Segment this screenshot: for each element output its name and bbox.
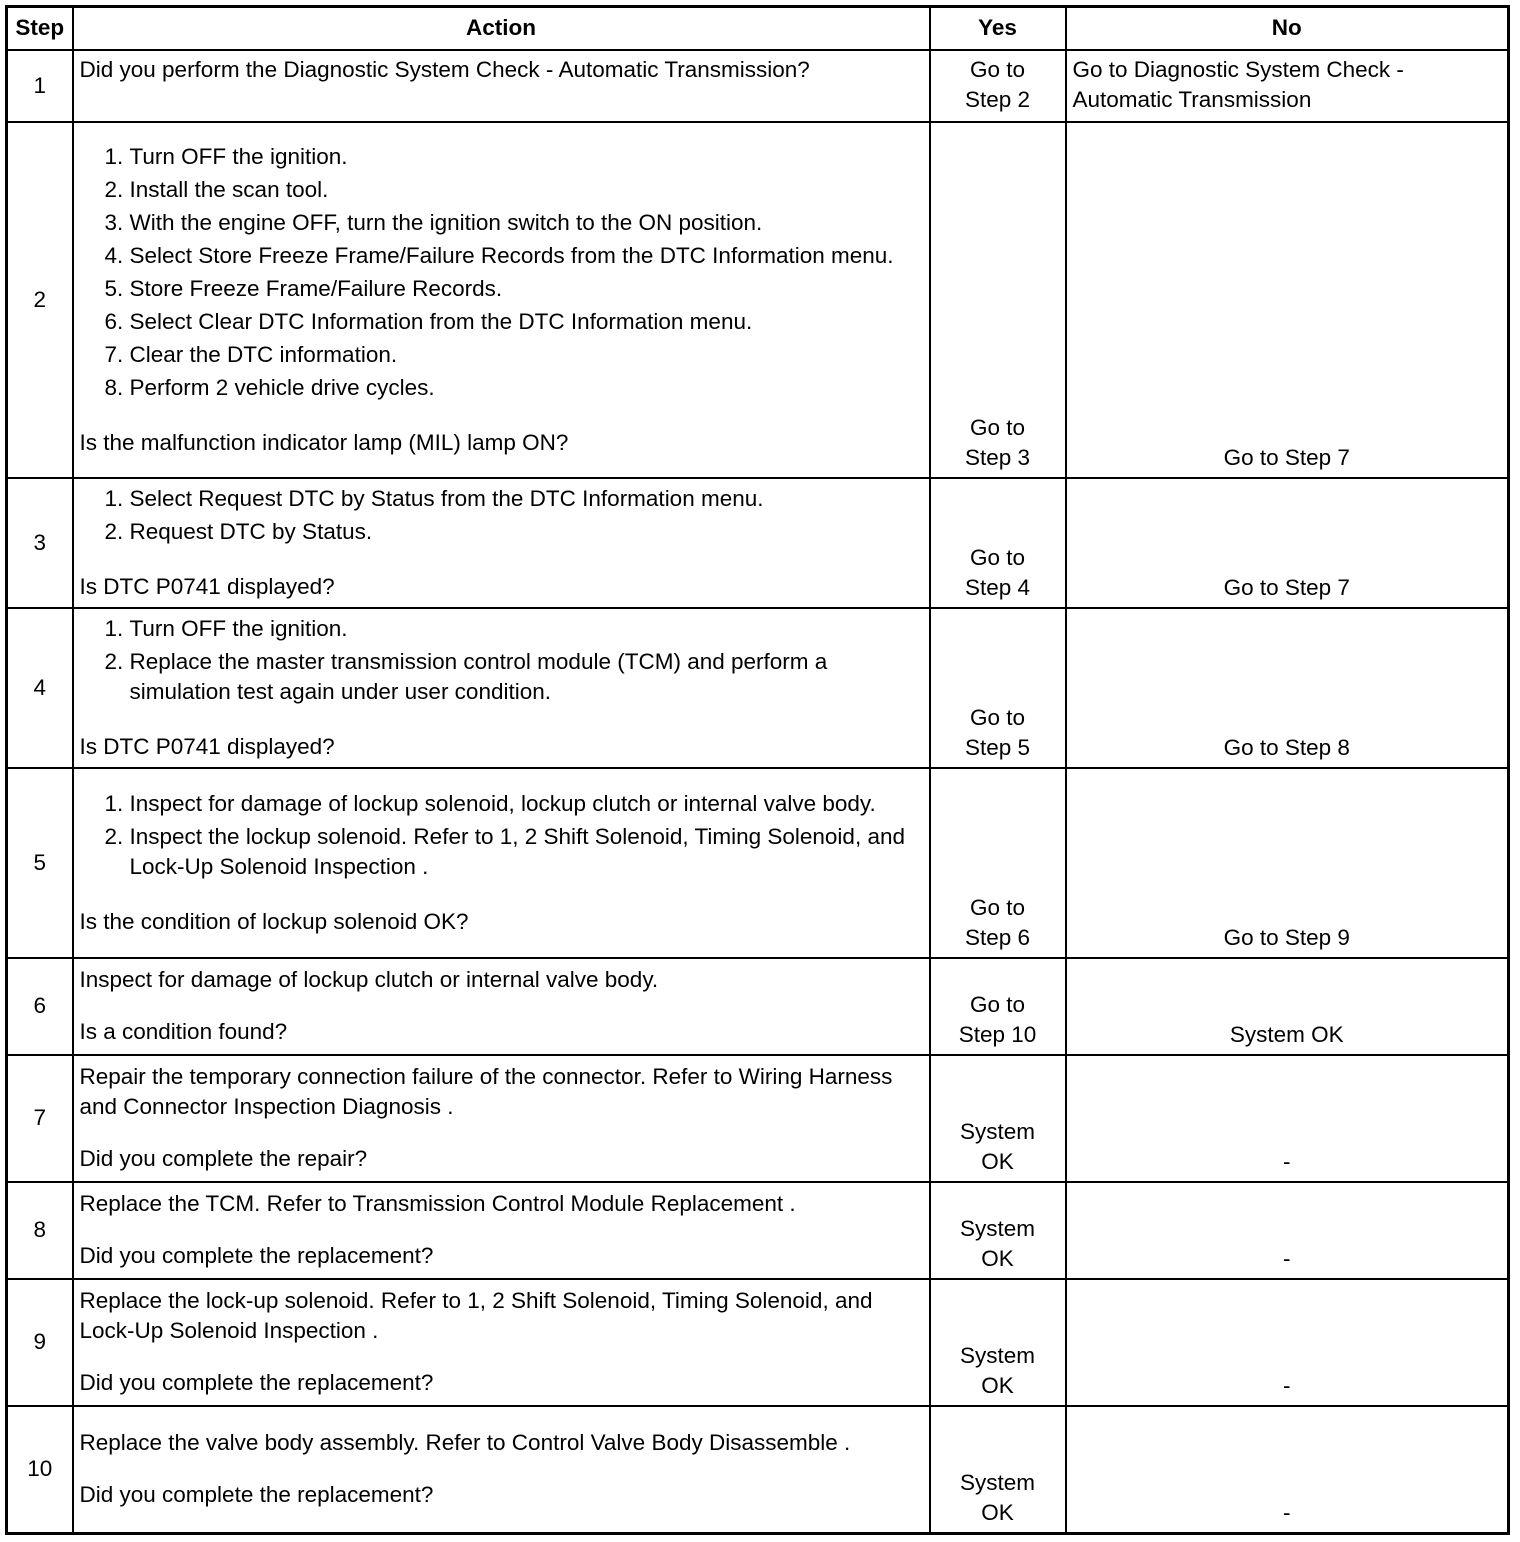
table-row — [7, 1279, 1509, 1406]
list-item: 2. Inspect the lockup solenoid. Refer to 1, 2 Shift Solenoid, Timing Solenoid, and Lock-Up Solenoid Inspection . — [130, 822, 921, 882]
table-row — [7, 1182, 1509, 1279]
no-line: System OK — [1229, 1021, 1344, 1047]
no-line: Go to Step 7 — [1223, 574, 1350, 600]
list-item: 2. Request DTC by Status. — [130, 517, 921, 547]
question-text: Is the malfunction indicator lamp (MIL) lamp ON? — [79, 429, 569, 455]
header-no: No — [1066, 7, 1509, 50]
yes-line: Step 2 — [964, 86, 1031, 112]
action-text: Replace the valve body assembly. Refer to Control Valve Body Disassemble . — [79, 1430, 851, 1456]
list-item: 4. Select Store Freeze Frame/Failure Records from the DTC Information menu. — [130, 241, 921, 271]
action-cell — [73, 958, 930, 1055]
step-number: 4 — [7, 608, 73, 768]
list-item: 6. Select Clear DTC Information from the DTC Information menu. — [130, 307, 921, 337]
no-cell — [1066, 122, 1509, 478]
yes-line: Go to — [969, 894, 1026, 920]
table-row — [7, 1406, 1509, 1534]
action-cell — [73, 768, 930, 958]
yes-line: Step 4 — [964, 574, 1031, 600]
step-number: 2 — [7, 122, 73, 478]
action-cell — [73, 50, 930, 122]
yes-line: OK — [981, 1372, 1014, 1398]
header-action: Action — [73, 7, 930, 50]
question-text: Did you complete the replacement? — [79, 1482, 434, 1508]
instruction-list — [80, 789, 921, 882]
yes-cell — [930, 1055, 1066, 1182]
yes-line: OK — [981, 1500, 1014, 1525]
action-cell — [73, 122, 930, 478]
yes-cell — [930, 1406, 1066, 1534]
yes-line: Go to — [969, 414, 1026, 440]
list-item: 1. Inspect for damage of lockup solenoid, lockup clutch or internal valve body. — [130, 789, 921, 819]
step-number: 7 — [7, 1055, 73, 1182]
header-row — [7, 7, 1509, 50]
yes-cell — [930, 122, 1066, 478]
action-text: Did you perform the Diagnostic System Check - Automatic Transmission? — [79, 56, 810, 82]
action-cell — [73, 478, 930, 608]
no-cell — [1066, 608, 1509, 768]
table-row — [7, 958, 1509, 1055]
table-row — [7, 50, 1509, 122]
no-line: - — [1283, 1245, 1291, 1271]
action-cell — [73, 1406, 930, 1534]
yes-line: Go to — [969, 704, 1026, 730]
no-line: - — [1283, 1372, 1291, 1398]
action-text: Repair the temporary connection failure of the connector. Refer to Wiring Harness and Connector Inspection Diagnosis . — [79, 1064, 893, 1119]
no-cell — [1066, 1182, 1509, 1279]
no-cell — [1066, 768, 1509, 958]
table-row — [7, 1055, 1509, 1182]
step-number: 8 — [7, 1182, 73, 1279]
yes-line: System — [959, 1342, 1035, 1368]
question-text: Is a condition found? — [79, 1019, 288, 1044]
list-item: 5. Store Freeze Frame/Failure Records. — [130, 274, 921, 304]
no-cell — [1066, 1279, 1509, 1406]
action-cell — [73, 1055, 930, 1182]
no-cell — [1066, 1406, 1509, 1534]
action-cell — [73, 1182, 930, 1279]
yes-line: System — [959, 1118, 1035, 1144]
yes-line: Go to — [969, 544, 1026, 570]
list-item: 3. With the engine OFF, turn the ignition switch to the ON position. — [130, 208, 921, 238]
yes-line: OK — [981, 1148, 1014, 1174]
question-text: Did you complete the replacement? — [79, 1243, 434, 1268]
no-line: - — [1283, 1148, 1291, 1174]
yes-cell — [930, 1279, 1066, 1406]
step-number: 9 — [7, 1279, 73, 1406]
list-item: 8. Perform 2 vehicle drive cycles. — [130, 373, 921, 403]
step-number: 1 — [7, 50, 73, 122]
diagnostic-table — [5, 5, 1510, 1535]
yes-line: Step 5 — [964, 734, 1031, 760]
question-text: Is the condition of lockup solenoid OK? — [79, 908, 469, 934]
no-line: Automatic Transmission — [1072, 86, 1312, 112]
action-text: Replace the TCM. Refer to Transmission Control Module Replacement . — [79, 1191, 796, 1216]
no-cell — [1066, 1055, 1509, 1182]
list-item: 2. Replace the master transmission control module (TCM) and perform a simulation test again under user condition. — [130, 647, 921, 707]
yes-cell — [930, 50, 1066, 122]
question-text: Is DTC P0741 displayed? — [79, 733, 335, 759]
action-text: Replace the lock-up solenoid. Refer to 1, 2 Shift Solenoid, Timing Solenoid, and Lock-Up Solenoid Inspection . — [79, 1288, 873, 1343]
action-text: Inspect for damage of lockup clutch or internal valve body. — [79, 967, 659, 992]
instruction-list — [80, 142, 921, 403]
yes-cell — [930, 958, 1066, 1055]
yes-line: Go to — [969, 56, 1026, 82]
yes-line: Go to — [969, 991, 1026, 1017]
list-item: 2. Install the scan tool. — [130, 175, 921, 205]
header-yes: Yes — [930, 7, 1066, 50]
instruction-list — [80, 614, 921, 707]
yes-cell — [930, 1182, 1066, 1279]
no-line: Go to Step 8 — [1223, 734, 1350, 760]
no-line: Go to Diagnostic System Check - — [1072, 56, 1404, 82]
table-row — [7, 122, 1509, 478]
yes-line: Step 3 — [964, 444, 1031, 470]
step-number: 3 — [7, 478, 73, 608]
yes-line: OK — [981, 1245, 1014, 1271]
yes-line: System — [959, 1470, 1035, 1495]
list-item: 7. Clear the DTC information. — [130, 340, 921, 370]
step-number: 5 — [7, 768, 73, 958]
yes-line: Step 6 — [964, 924, 1031, 950]
instruction-list — [80, 484, 921, 547]
action-cell — [73, 1279, 930, 1406]
yes-cell — [930, 478, 1066, 608]
table-row — [7, 478, 1509, 608]
table-row — [7, 608, 1509, 768]
yes-line: Step 10 — [958, 1021, 1037, 1047]
yes-cell — [930, 608, 1066, 768]
no-cell — [1066, 478, 1509, 608]
table-row — [7, 768, 1509, 958]
no-cell — [1066, 958, 1509, 1055]
question-text: Is DTC P0741 displayed? — [79, 573, 335, 599]
yes-line: System — [959, 1215, 1035, 1241]
no-line: Go to Step 9 — [1223, 924, 1350, 950]
action-cell — [73, 608, 930, 768]
list-item: 1. Turn OFF the ignition. — [130, 614, 921, 644]
question-text: Did you complete the replacement? — [79, 1370, 434, 1395]
list-item: 1. Turn OFF the ignition. — [130, 142, 921, 172]
list-item: 1. Select Request DTC by Status from the DTC Information menu. — [130, 484, 921, 514]
no-cell — [1066, 50, 1509, 122]
no-line: Go to Step 7 — [1223, 444, 1350, 470]
no-line: - — [1283, 1500, 1291, 1525]
question-text: Did you complete the repair? — [79, 1146, 368, 1171]
step-number: 10 — [7, 1406, 73, 1534]
header-step: Step — [7, 7, 73, 50]
yes-cell — [930, 768, 1066, 958]
step-number: 6 — [7, 958, 73, 1055]
